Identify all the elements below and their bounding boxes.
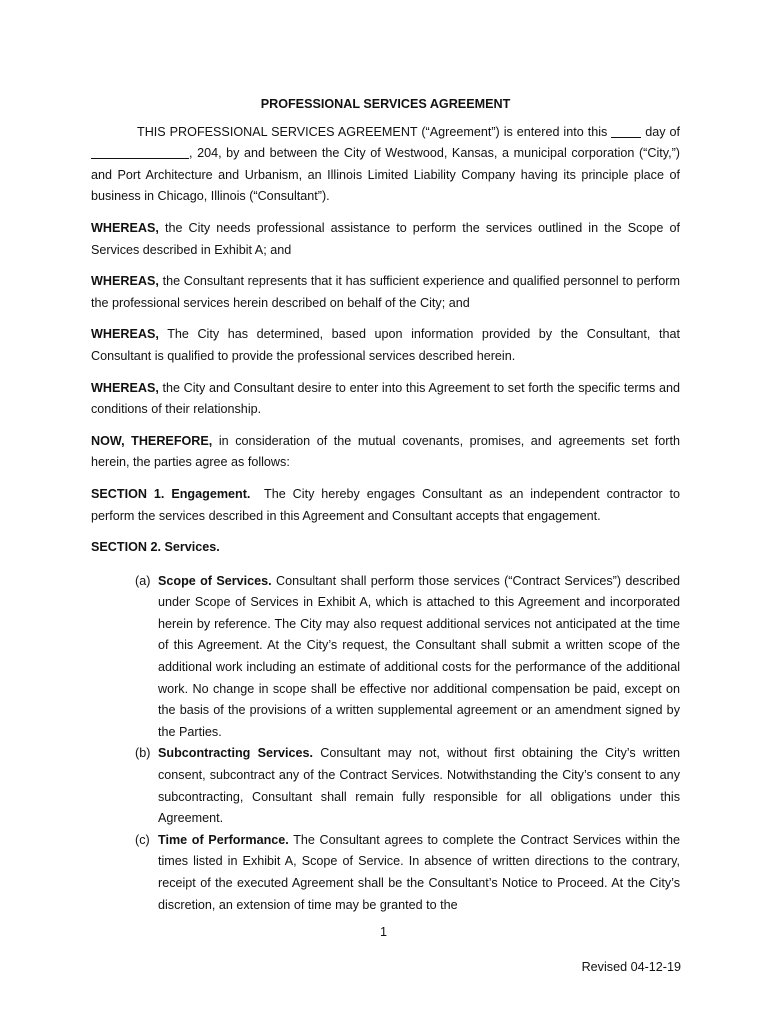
revision-date: Revised 04-12-19 [581,960,681,974]
whereas-lead: WHEREAS, [91,327,159,342]
whereas-text: The City has determined, based upon information provided by the Consultant, that Consultant is qualified to provide the professional services described herein. [91,327,680,363]
whereas-text: the City and Consultant desire to enter into this Agreement to set forth the specific terms and conditions of their relationship. [91,380,680,417]
whereas-lead: WHEREAS, [91,380,159,395]
now-therefore-paragraph [91,431,680,474]
month-blank [91,144,189,159]
list-item-text: Consultant shall perform those services (“Contract Services”) described under Scope of Services in Exhibit A, which is attached to this Agreement and incorporated herein by reference. The City may also request additional services not anticipated at the time of this Agreement. At the City’s request, the Consultant shall submit a written scope of the additional work including an estimate of additional costs for the performance of the additional work. No change in scope shall be effective nor additional compensation be paid, except on the basis of the provisions of a written supplemental agreement or an amendment signed by the Parties. [158,573,680,739]
list-item-lead: Scope of Services. [158,573,272,588]
document-body [91,94,684,916]
whereas-lead: WHEREAS, [91,220,159,235]
whereas-paragraph-2 [91,271,680,314]
page-number: 1 [380,925,388,939]
intro-text-3: , 204, by and between the City of Westwood, Kansas, a municipal corporation (“City,”) and Port Architecture and Urbanism, an Illinois Limited Liability Company having its principle place of business in Chicago, Illinois (“Consultant”). [91,146,680,204]
list-item-scope-of-services [91,571,680,744]
list-item-text: The Consultant agrees to complete the Contract Services within the times listed in Exhibit A, Scope of Service. In absence of written directions to the contrary, receipt of the executed Agreement shall be the Consultant’s Notice to Proceed. At the City’s discretion, an extension of time may be granted to the [158,832,680,912]
list-marker: (c) [135,832,150,847]
intro-paragraph [91,122,680,208]
section-1-heading: SECTION 1. Engagement. [91,486,251,501]
whereas-lead: WHEREAS, [91,274,159,289]
list-item-time-of-performance [91,830,680,916]
whereas-paragraph-1 [91,218,680,261]
list-marker: (a) [135,573,151,588]
whereas-paragraph-4 [91,378,680,421]
list-item-lead: Subcontracting Services. [158,746,313,761]
day-blank [611,123,641,138]
whereas-paragraph-3 [91,324,680,367]
list-item-subcontracting-services [91,743,680,829]
now-therefore-lead: NOW, THEREFORE, [91,433,213,448]
intro-text-2: day of [641,124,680,139]
section-1-paragraph [91,484,684,527]
list-item-lead: Time of Performance. [158,832,289,847]
intro-text-1: THIS PROFESSIONAL SERVICES AGREEMENT (“Agreement”) is entered into this [137,124,612,139]
whereas-text: the Consultant represents that it has sufficient experience and qualified personnel to perform the professional services herein described on behalf of the City; and [91,274,680,310]
list-item-text: Consultant may not, without first obtaining the City’s written consent, subcontract any of the Contract Services. Notwithstanding the City’s consent to any subcontracting, Consultant shall remain fully responsible for all obligations under this Agreement. [158,746,680,826]
list-marker: (b) [135,746,151,761]
document-title: PROFESSIONAL SERVICES AGREEMENT [260,97,511,111]
section-2-list [91,571,680,917]
section-2-heading: SECTION 2. Services. [91,540,220,555]
section-1-text: The City hereby engages Consultant as an independent contractor to perform the services described in this Agreement and Consultant accepts that engagement. [91,486,684,523]
now-therefore-text: in consideration of the mutual covenants, promises, and agreements set forth herein, the parties agree as follows: [91,433,680,470]
whereas-text: the City needs professional assistance to perform the services outlined in the Scope of Services described in Exhibit A; and [91,220,680,257]
